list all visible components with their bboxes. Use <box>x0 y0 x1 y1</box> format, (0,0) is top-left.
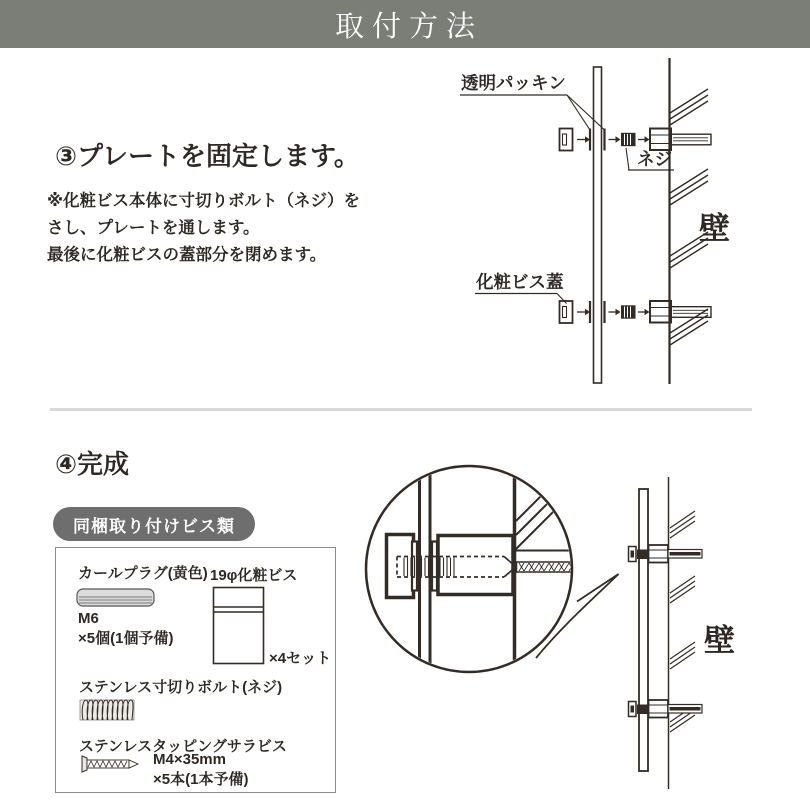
wall-label-bottom: 壁 <box>704 623 735 658</box>
plate-outline <box>594 67 602 383</box>
plug-qty: ×5個(1個予備) <box>78 630 174 647</box>
step3-line-1: ※化粧ビス本体に寸切りボルト（ネジ）を <box>47 192 361 210</box>
tapping-size: M4×35mm <box>153 751 226 768</box>
assembly-row-top <box>560 129 712 151</box>
carl-plug-icon <box>76 588 156 608</box>
step3-line-2: さし、プレートを通します。 <box>47 219 260 237</box>
step3-heading: ③プレートを固定します。 <box>55 141 360 171</box>
bis-label: 19φ化粧ビス <box>210 567 298 584</box>
step3-line-3: 最後に化粧ビスの蓋部分を閉めます。 <box>47 246 327 264</box>
parts-list-box <box>55 547 336 793</box>
assembly-row-bottom <box>560 301 712 323</box>
keshobis-icon <box>212 586 266 666</box>
step3-description <box>47 188 360 269</box>
cover-label: 化粧ビス蓋 <box>476 272 564 292</box>
badge-label: 同梱取り付けビス類 <box>73 516 235 536</box>
included-screws-badge <box>53 507 255 541</box>
plug-size: M6 <box>78 610 99 627</box>
wall-label-top: 壁 <box>699 211 730 246</box>
plate-outline <box>639 489 648 771</box>
page-title: 取付方法 <box>334 10 483 43</box>
threaded-bolt-icon <box>79 696 137 724</box>
section-divider <box>50 408 752 411</box>
bis-qty: ×4セット <box>269 650 332 667</box>
step4-diagram <box>355 440 760 808</box>
plug-label: カールプラグ(黄色) <box>78 565 208 582</box>
tapping-screw-icon <box>80 754 142 774</box>
tapping-qty: ×5本(1本予備) <box>153 771 249 788</box>
bolt-label: ステンレス寸切りボルト(ネジ) <box>79 679 283 696</box>
wall-hatch-marks <box>670 511 695 732</box>
finished-view <box>629 477 703 789</box>
tapping-label: ステンレスタッピングサラビス <box>79 738 287 755</box>
header-bar <box>0 0 810 48</box>
step4-heading: ④完成 <box>55 449 130 479</box>
step3-diagram <box>440 55 770 405</box>
screw-label: ネジ <box>637 149 672 169</box>
packing-label: 透明パッキン <box>461 73 566 93</box>
